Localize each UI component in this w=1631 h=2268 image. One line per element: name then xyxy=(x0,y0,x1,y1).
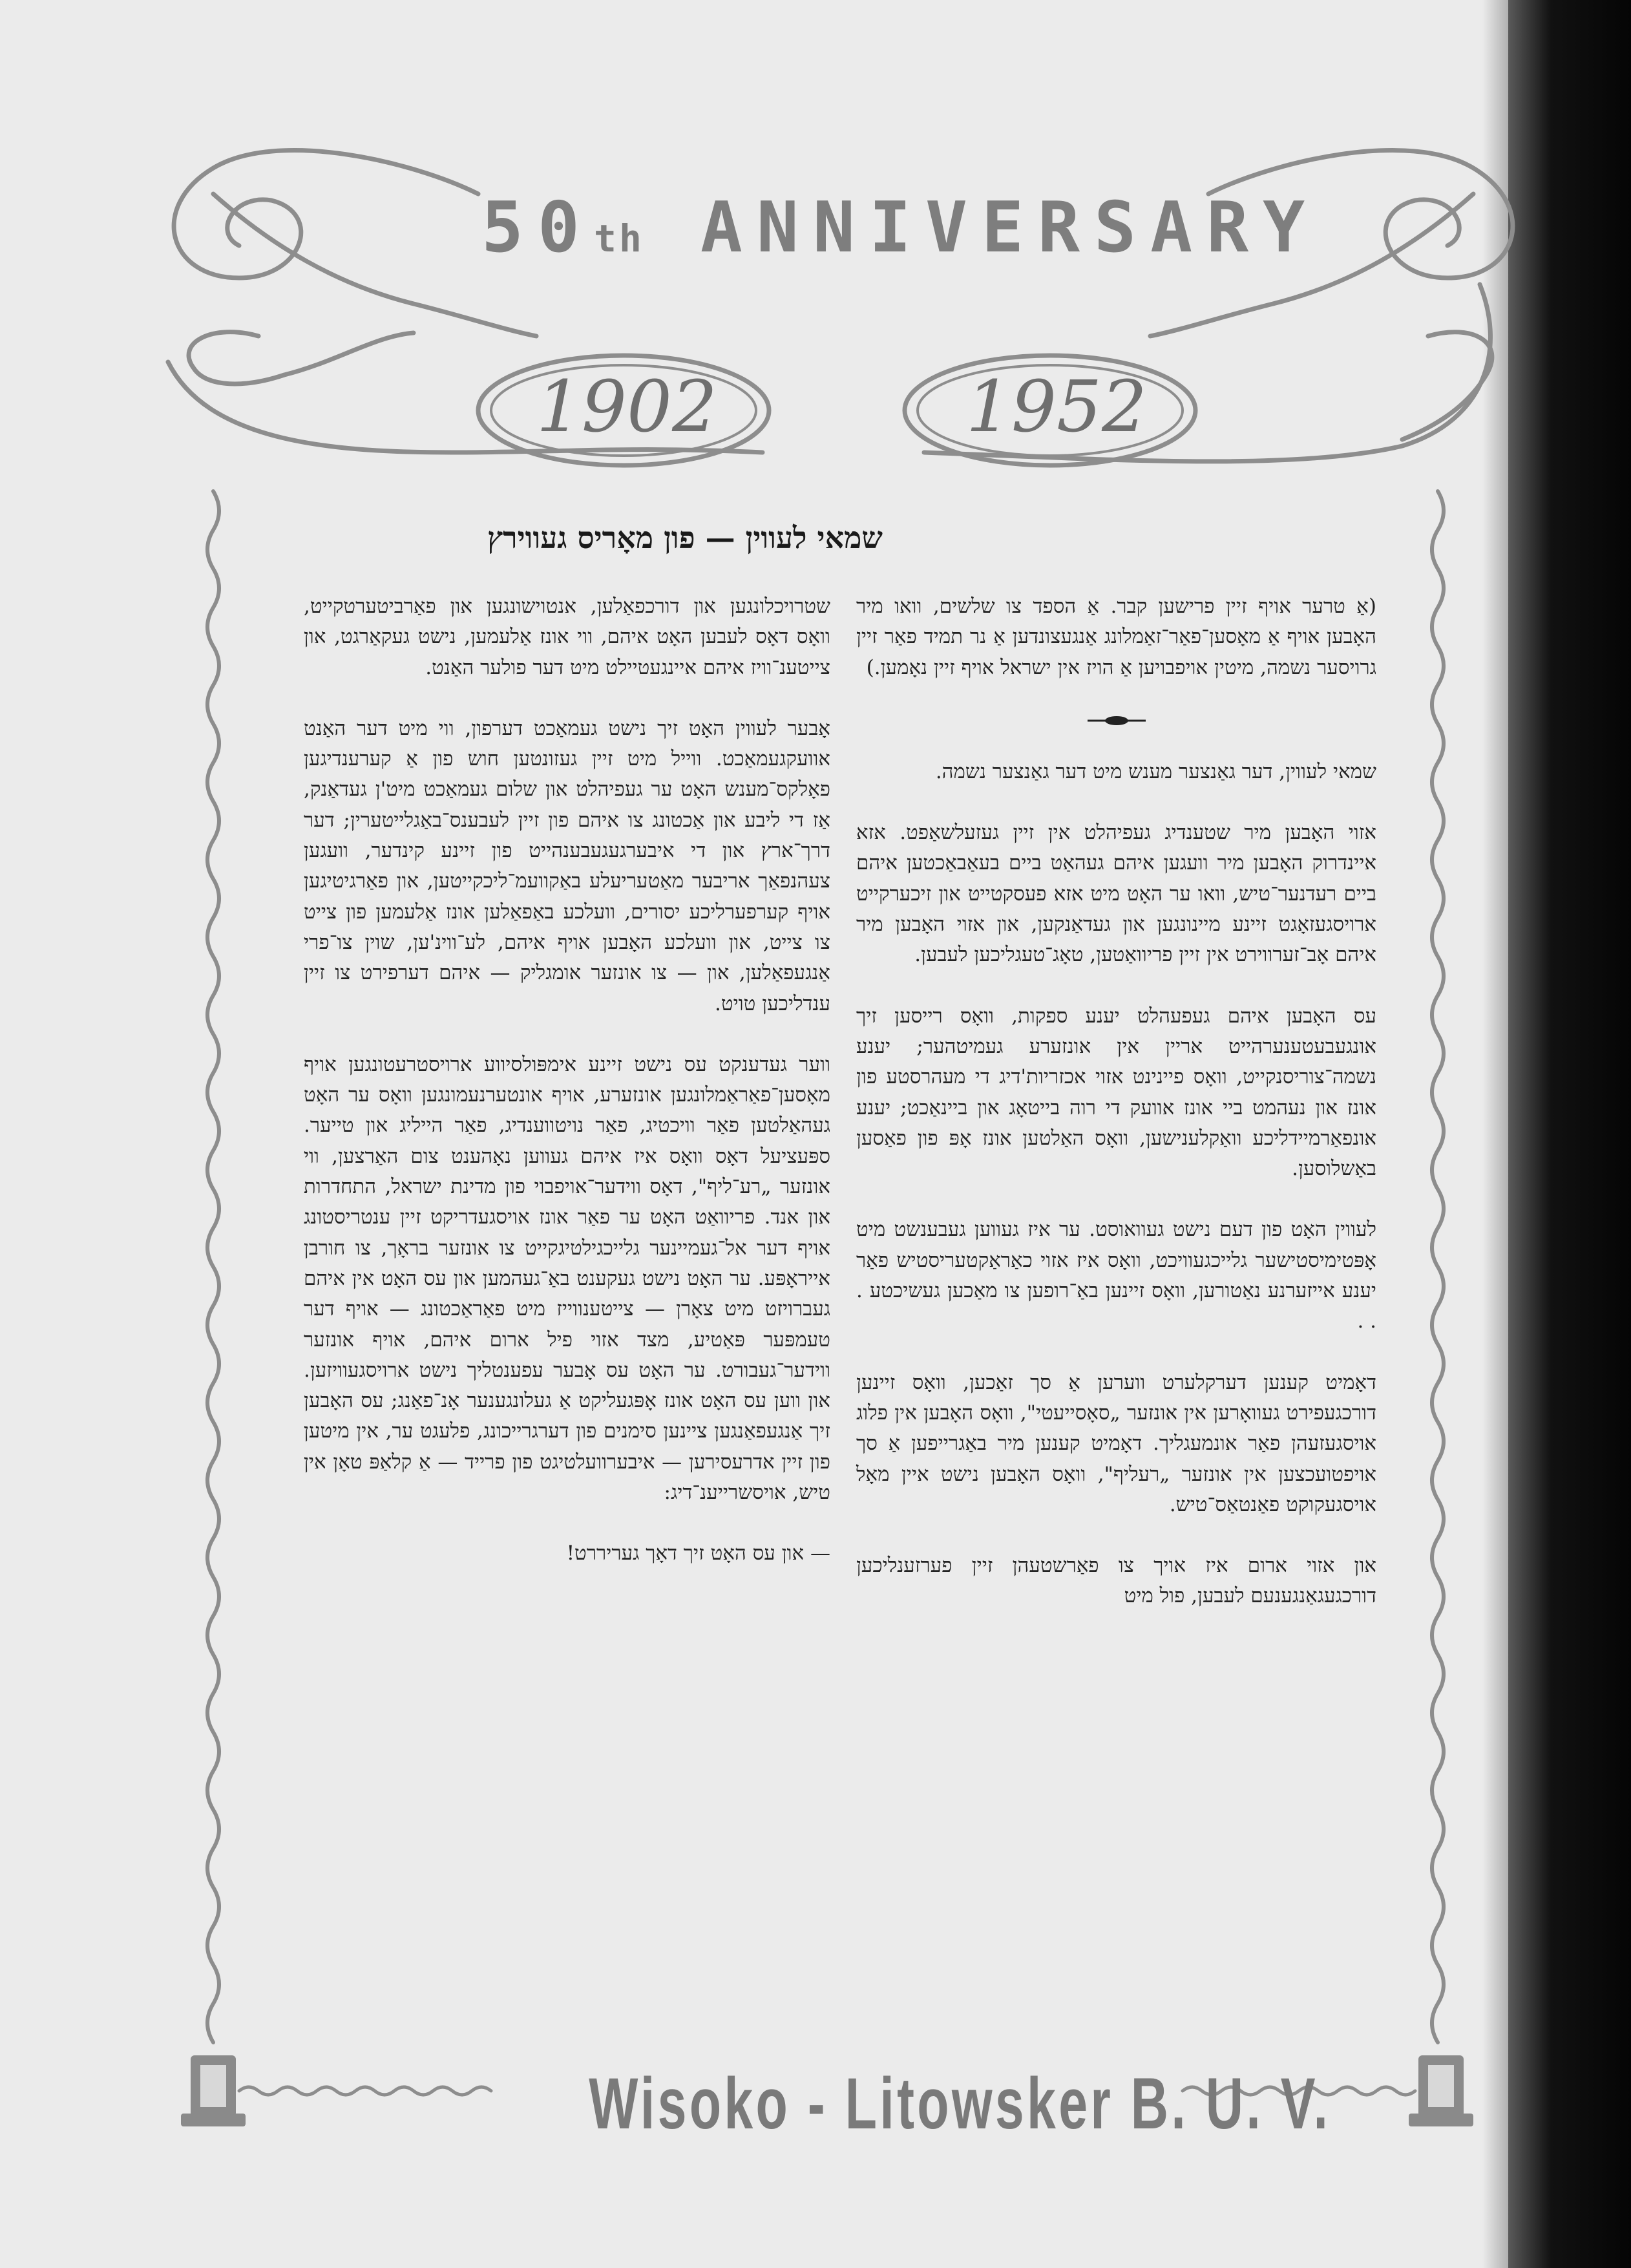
article-left-column xyxy=(304,591,830,1600)
paragraph: און אזוי ארום איז אויך צו פאַרשטעהן זיין פערזענליכען דורכגעגאַנגענעם לעבען, פול מיט xyxy=(856,1554,1376,1608)
paragraph: עס האָבען איהם געפעהלט יענע ספקות, וואָס רייסען זיך אונגעבעטענערהייט אריין אין אונזערע געמיטהער; יענע נשמה־צוריסנקייט, וואָס פיינינט אזוי אכזריות'דיג די מעהרסטע פון אונז און נעהמט ביי אונז אוועק די רוה בייטאָג און ביינאַכט; יענע אונפאַרמיידליכע וואַקלענישען, וואָס האַלטען אונז אָפּ פון פאַסען באַשלוסען. xyxy=(856,1004,1376,1181)
title-number: 50 xyxy=(481,187,595,268)
ornament-divider-icon xyxy=(1088,714,1146,728)
paragraph: דאָמיט קענען דערקלערט ווערען אַ סך זאַכען, וואָס זיינען דורכגעפירט געוואָרען אין אונזער „סאָסייעטי", וואָס האָבען אין פלוג אויסגעזעהן פאַר אונמעגליך. דאָמיט קענען מיר באַגרייפען אַ סך אויפטועכצען אין אונזער „רעליף", וואָס האָבען נישט איין מאָל אויסגעקוקט פאַנטאַס־טיש. xyxy=(856,1370,1376,1516)
paragraph-closing-quote: — און עס האָט זיך דאָך געריררט! xyxy=(566,1542,830,1565)
organization-name: Wisoko - Litowsker B. U. V. xyxy=(589,2063,1331,2144)
year-start: 1902 xyxy=(536,365,717,448)
paragraph: אזוי האָבען מיר שטענדיג געפיהלט אין זיין געזעלשאַפט. אזא איינדרוק האָבען מיר וועגען איהם געהאַט ביים בעאַבאַכטען איהם ביים רעדנער־טיש, וואו ער האָט מיט אזא פעסקטייט און זיכערקייט ארויסגעזאָגט זיינע מיינונגען און געדאַנקען, און אזוי האָבען מיר איהם אָב־זערווירט אין זיין פריוואַטען, טאָג־טעגליכען לעבען. xyxy=(856,821,1376,967)
year-end: 1952 xyxy=(966,365,1147,448)
paragraph: אָבער לעווין האָט זיך נישט געמאַכט דערפון, ווי מיט דער האַנט אוועקגעמאַכט. ווייל מיט זיין געזונטען חוש פון אַ קערענדיגען פאָלקס־מענש האָט ער געפיהלט און שלום געמאַכט מיט'ן געדאַנק, אַז די ליבע און אַכטונג צו איהם פון זיין לעבענס־באַגלייטערין; דער דרך־ארץ און די איבערגעגעבענהייט פון זיינע קינדער, וועגען צעהנפאַך אריבער מאַטעריעלע באַקוועמ־ליכקייטען, און פאַרגיטיגען אויף קערפערליכע יסורים, וועלכע באַפאַלען אונז אַלעמען פון צייט צו צייט, און וועלכע האָבען אויף איהם, לע־ווינ'ען, שוין צו־פרי אַנגעפאַלען, און — צו אונזער אומגליק — איהם דערפירט צו זיין ענדליכען טויט. xyxy=(304,716,830,1015)
paragraph: לעווין האָט פון דעם נישט געוואוסט. ער איז געווען געבענשט מיט אָפּטימיסטישער גלייכגעוויכט, וואָס איז אזוי כאַראַקטעריסטיש פאַר יענע אייזערנע נאַטורען, וואָס זיינען באַ־רופען צו מאַכען געשיכטע . . . xyxy=(856,1218,1376,1333)
title-word: ANNIVERSARY xyxy=(644,187,1320,268)
paragraph: שטרויכלונגען און דורכפאַלען, אנטוישונגען און פאַרביטערטקייט, וואָס דאָס לעבען האָט איהם, ווי אונז אַלעמען, נישט געקאַרגט, און צייטענ־וויז איהם איינגעטיילט מיט דער פולער האַנט. xyxy=(304,595,830,679)
paragraph: שמאי לעווין, דער גאַנצער מענש מיט דער גאַנצער נשמה. xyxy=(935,759,1376,783)
title-ordinal-suffix: th xyxy=(594,217,644,260)
paragraph: ווער געדענקט עס נישט זיינע אימפּולסיווע ארויסטרעטונגען אויף מאָסען־פאַראַמלונגען אונזערע, אויף אונטערנעמונגען וואָס ער האָט געהאַלטען פאַר וויכטיג, פאַר נויטווענדיג, פאַר הייליג און טייער. ספּעציעל דאָס וואָס איז איהם געווען נאָהענט צום האַרצען, ווי אונזער „רע־ליף", דאָס ווידער־אויפבוי פון מדינת ישראל, התחדרות און אנד. פריוואַט האָט ער פאַר אונז אויסגעדריקט זיין ענטריסטונג אויף דער אל־געמיינער גלייכגילטיגקייט צו אונזער בראָך, צו חורבן אייראָפּע. ער האָט נישט געקענט באַ־געהמען און עס האָט אין איהם געברויזט מיט צאָרן — צייטענווייז מיט פאַראַכטונג — אויף דער טעמפּער פּאַטיע, מצד אזוי פיל ארום איהם, אויף אונזער ווידער־געבורט. ער האָט עס אָבער עפענטליך נישט ארויסגעוויזען. און ווען עס האָט אונז אָפּגעליקט אַ געלונגענער אָנ־פאַנג; עס האָבען זיך אַנגעפאַנגען ציינען סימנים פון דערגרייכונג, פלעגט ער, אין מיטען פון זיין אדרעסירען — איבערוועלטיגט פון פרייד — אַ קלאַפּ טאָן אין טיש, אויסשרייענ־דיג: xyxy=(304,1052,830,1505)
article-heading: שמאי לעווין — פון מאָריס געווירץ xyxy=(487,520,883,555)
article-right-column xyxy=(856,591,1376,1642)
paragraph-intro-note: (אַ טרער אויף זיין פרישען קבר. אַ הספד צו שלשים, וואו מיר האָבען אויף אַ מאָסען־פאַר־זאַמלונג אַנגעצונדען אַ נר תמיד פאַר זיין גרויסער נשמה, מיטין אויפבויען אַ הויז אין ישראל אויף זיין נאָמען.) xyxy=(856,595,1376,679)
anniversary-title xyxy=(481,187,1320,268)
